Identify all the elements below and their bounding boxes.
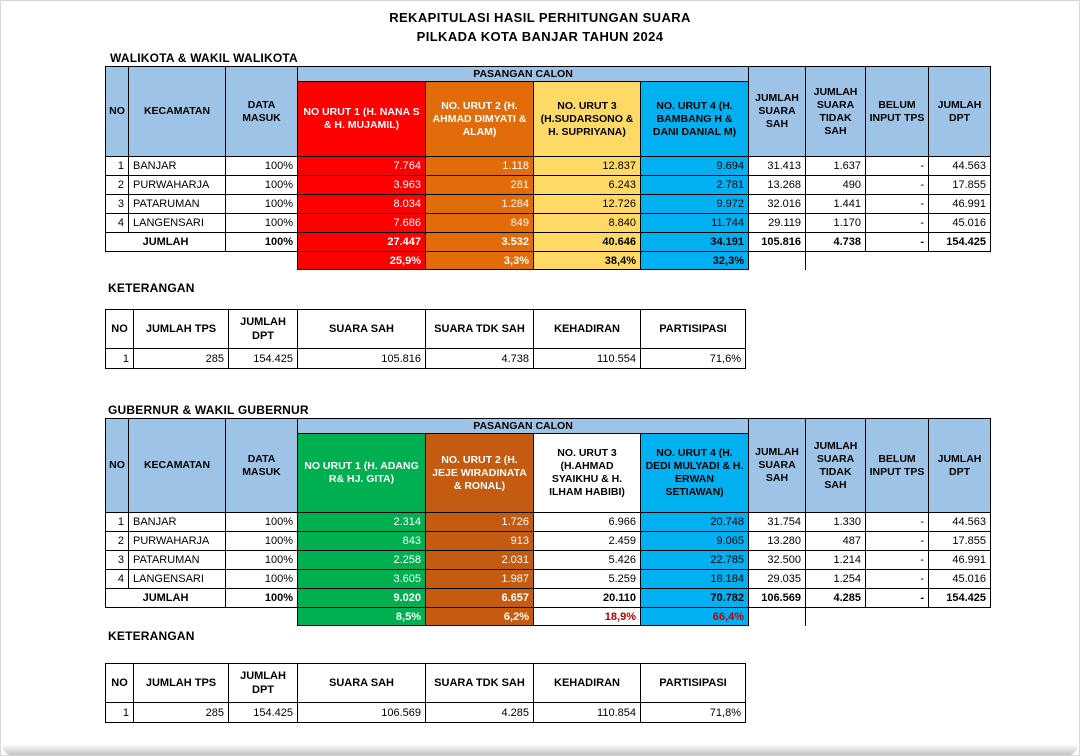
title-line-1: REKAPITULASI HASIL PERHITUNGAN SUARA [389, 10, 691, 25]
total-suara-tidak-sah: 4.738 [806, 233, 866, 252]
cell-candidate-1: 7.764 [298, 157, 426, 176]
cell-no: 1 [106, 513, 129, 532]
ket-no: 1 [106, 703, 134, 723]
cell-candidate-1: 3.605 [298, 570, 426, 589]
total-suara-tidak-sah: 4.285 [806, 589, 866, 608]
ket-suara-sah: 106.569 [298, 703, 426, 723]
cell-data-masuk: 100% [226, 513, 298, 532]
total-candidate-3: 40.646 [534, 233, 641, 252]
ket-jumlah-dpt: 154.425 [229, 349, 298, 369]
cell-no: 4 [106, 214, 129, 233]
ket-header-suara-tdk-sah: SUARA TDK SAH [426, 664, 534, 703]
cell-candidate-2: 1.284 [426, 195, 534, 214]
col-header-jumlah-dpt: JUMLAH DPT [929, 67, 991, 157]
percent-spacer-right [806, 608, 991, 626]
cell-candidate-1: 7.686 [298, 214, 426, 233]
keterangan-table-walikota [105, 309, 746, 369]
cell-candidate-2: 913 [426, 532, 534, 551]
cell-dpt: 17.855 [929, 176, 991, 195]
percent-spacer [106, 608, 298, 626]
cell-candidate-3: 6.243 [534, 176, 641, 195]
percent-candidate-1: 25,9% [298, 252, 426, 270]
cell-no: 2 [106, 532, 129, 551]
ket-kehadiran: 110.554 [534, 349, 641, 369]
ket-header-jumlah-tps: JUMLAH TPS [134, 664, 229, 703]
total-candidate-4: 70.782 [641, 589, 749, 608]
cell-suara-sah: 29.119 [749, 214, 806, 233]
percent-candidate-4: 66,4% [641, 608, 749, 626]
cell-belum-input: - [866, 551, 929, 570]
percent-spacer-right [806, 252, 991, 270]
cell-no: 4 [106, 570, 129, 589]
col-header-no: NO [106, 419, 129, 513]
cell-dpt: 45.016 [929, 570, 991, 589]
cell-data-masuk: 100% [226, 214, 298, 233]
col-header-data-masuk: DATA MASUK [226, 67, 298, 157]
cell-suara-tidak-sah: 1.441 [806, 195, 866, 214]
gubernur-table [105, 418, 991, 626]
ket-partisipasi: 71,6% [641, 349, 746, 369]
cell-candidate-2: 281 [426, 176, 534, 195]
ket-header-jumlah-dpt: JUMLAH DPT [229, 664, 298, 703]
cell-suara-tidak-sah: 1.330 [806, 513, 866, 532]
cell-belum-input: - [866, 513, 929, 532]
total-candidate-2: 6.657 [426, 589, 534, 608]
cell-suara-tidak-sah: 1.170 [806, 214, 866, 233]
candidate-2-header: NO. URUT 2 (H. AHMAD DIMYATI & ALAM) [426, 82, 534, 157]
total-suara-sah: 105.816 [749, 233, 806, 252]
cell-candidate-2: 849 [426, 214, 534, 233]
cell-candidate-3: 12.726 [534, 195, 641, 214]
ket-partisipasi: 71,8% [641, 703, 746, 723]
cell-candidate-4: 11.744 [641, 214, 749, 233]
percent-stub-cell [749, 608, 806, 626]
total-belum-input: - [866, 589, 929, 608]
percent-candidate-3: 38,4% [534, 252, 641, 270]
cell-candidate-1: 8.034 [298, 195, 426, 214]
col-header-jumlah-suara-sah: JUMLAH SUARA SAH [749, 419, 806, 513]
ket-header-kehadiran: KEHADIRAN [534, 310, 641, 349]
candidate-3-header: NO. URUT 3 (H.AHMAD SYAIKHU & H. ILHAM HABIBI) [534, 434, 641, 513]
ket-header-suara-tdk-sah: SUARA TDK SAH [426, 310, 534, 349]
percent-candidate-4: 32,3% [641, 252, 749, 270]
cell-belum-input: - [866, 532, 929, 551]
ket-jumlah-dpt: 154.425 [229, 703, 298, 723]
candidate-4-header: NO. URUT 4 (H. BAMBANG H & DANI DANIAL M) [641, 82, 749, 157]
ket-header-suara-sah: SUARA SAH [298, 664, 426, 703]
cell-no: 2 [106, 176, 129, 195]
cell-dpt: 44.563 [929, 513, 991, 532]
ket-header-suara-sah: SUARA SAH [298, 310, 426, 349]
jumlah-row [106, 589, 991, 608]
cell-suara-sah: 29.035 [749, 570, 806, 589]
total-belum-input: - [866, 233, 929, 252]
col-header-jumlah-suara-tidak-sah: JUMLAH SUARA TIDAK SAH [806, 419, 866, 513]
col-header-data-masuk: DATA MASUK [226, 419, 298, 513]
ket-header-partisipasi: PARTISIPASI [641, 664, 746, 703]
total-data-masuk: 100% [226, 233, 298, 252]
col-header-belum-input-tps: BELUM INPUT TPS [866, 67, 929, 157]
percent-row [106, 252, 991, 270]
cell-candidate-4: 2.781 [641, 176, 749, 195]
percent-candidate-2: 3,3% [426, 252, 534, 270]
total-dpt: 154.425 [929, 589, 991, 608]
cell-suara-sah: 31.413 [749, 157, 806, 176]
table-row [106, 703, 746, 723]
cell-suara-sah: 13.268 [749, 176, 806, 195]
cell-kecamatan: PATARUMAN [129, 195, 226, 214]
cell-candidate-2: 1.118 [426, 157, 534, 176]
section-label-walikota: WALIKOTA & WAKIL WALIKOTA [110, 51, 298, 65]
cell-no: 3 [106, 195, 129, 214]
percent-candidate-2: 6,2% [426, 608, 534, 626]
total-candidate-1: 27.447 [298, 233, 426, 252]
ket-jumlah-tps: 285 [134, 349, 229, 369]
percent-stub-cell [749, 252, 806, 270]
total-candidate-1: 9.020 [298, 589, 426, 608]
cell-candidate-4: 9.694 [641, 157, 749, 176]
cell-candidate-1: 843 [298, 532, 426, 551]
table-row [106, 532, 991, 551]
cell-data-masuk: 100% [226, 176, 298, 195]
cell-no: 3 [106, 551, 129, 570]
candidate-3-header: NO. URUT 3 (H.SUDARSONO & H. SUPRIYANA) [534, 82, 641, 157]
table-row [106, 570, 991, 589]
cell-candidate-1: 2.258 [298, 551, 426, 570]
cell-kecamatan: PURWAHARJA [129, 532, 226, 551]
table-row [106, 176, 991, 195]
percent-row [106, 608, 991, 626]
cell-dpt: 46.991 [929, 195, 991, 214]
candidate-1-header: NO URUT 1 (H. ADANG R& HJ. GITA) [298, 434, 426, 513]
cell-suara-tidak-sah: 1.637 [806, 157, 866, 176]
section-label-keterangan-2: KETERANGAN [108, 629, 195, 643]
cell-belum-input: - [866, 157, 929, 176]
ket-suara-tdk-sah: 4.738 [426, 349, 534, 369]
cell-suara-sah: 31.754 [749, 513, 806, 532]
keterangan-table-gubernur [105, 663, 746, 723]
cell-candidate-1: 3.963 [298, 176, 426, 195]
percent-spacer [106, 252, 298, 270]
cell-candidate-4: 9.972 [641, 195, 749, 214]
candidate-4-header: NO. URUT 4 (H. DEDI MULYADI & H. ERWAN SETIAWAN) [641, 434, 749, 513]
total-candidate-3: 20.110 [534, 589, 641, 608]
cell-suara-sah: 32.500 [749, 551, 806, 570]
total-candidate-4: 34.191 [641, 233, 749, 252]
jumlah-label: JUMLAH [106, 233, 226, 252]
cell-data-masuk: 100% [226, 551, 298, 570]
total-candidate-2: 3.532 [426, 233, 534, 252]
table-row [106, 513, 991, 532]
walikota-table [105, 66, 991, 270]
cell-candidate-3: 2.459 [534, 532, 641, 551]
walikota-rows [106, 157, 991, 233]
col-header-jumlah-suara-tidak-sah: JUMLAH SUARA TIDAK SAH [806, 67, 866, 157]
cell-dpt: 45.016 [929, 214, 991, 233]
cell-suara-sah: 32.016 [749, 195, 806, 214]
table-row [106, 157, 991, 176]
total-suara-sah: 106.569 [749, 589, 806, 608]
cell-candidate-4: 20.748 [641, 513, 749, 532]
cell-kecamatan: BANJAR [129, 513, 226, 532]
ket-header-no: NO [106, 310, 134, 349]
table-row [106, 551, 991, 570]
ket-no: 1 [106, 349, 134, 369]
cell-candidate-3: 8.840 [534, 214, 641, 233]
table-row [106, 214, 991, 233]
cell-kecamatan: BANJAR [129, 157, 226, 176]
cell-dpt: 44.563 [929, 157, 991, 176]
cell-candidate-2: 1.726 [426, 513, 534, 532]
cell-candidate-3: 5.426 [534, 551, 641, 570]
gubernur-rows [106, 513, 991, 589]
cell-belum-input: - [866, 214, 929, 233]
table-row [106, 349, 746, 369]
section-label-gubernur: GUBERNUR & WAKIL GUBERNUR [108, 403, 309, 417]
ket-jumlah-tps: 285 [134, 703, 229, 723]
cell-candidate-3: 12.837 [534, 157, 641, 176]
col-header-kecamatan: KECAMATAN [129, 419, 226, 513]
cell-no: 1 [106, 157, 129, 176]
cell-candidate-2: 1.987 [426, 570, 534, 589]
ket-header-partisipasi: PARTISIPASI [641, 310, 746, 349]
cell-dpt: 46.991 [929, 551, 991, 570]
page-title [0, 8, 1080, 46]
table-row [106, 195, 991, 214]
cell-candidate-4: 22.785 [641, 551, 749, 570]
percent-candidate-3: 18,9% [534, 608, 641, 626]
candidate-1-header: NO URUT 1 (H. NANA S & H. MUJAMIL) [298, 82, 426, 157]
cell-suara-tidak-sah: 490 [806, 176, 866, 195]
photo-bottom-edge [2, 744, 1078, 756]
cell-belum-input: - [866, 570, 929, 589]
total-data-masuk: 100% [226, 589, 298, 608]
ket-header-jumlah-dpt: JUMLAH DPT [229, 310, 298, 349]
cell-data-masuk: 100% [226, 570, 298, 589]
cell-data-masuk: 100% [226, 157, 298, 176]
title-line-2: PILKADA KOTA BANJAR TAHUN 2024 [416, 29, 664, 44]
jumlah-row [106, 233, 991, 252]
ket-header-kehadiran: KEHADIRAN [534, 664, 641, 703]
cell-suara-tidak-sah: 1.214 [806, 551, 866, 570]
cell-candidate-1: 2.314 [298, 513, 426, 532]
ket-header-jumlah-tps: JUMLAH TPS [134, 310, 229, 349]
cell-kecamatan: LANGENSARI [129, 214, 226, 233]
pasangan-calon-header: PASANGAN CALON [298, 419, 749, 434]
cell-candidate-4: 18.184 [641, 570, 749, 589]
percent-candidate-1: 8,5% [298, 608, 426, 626]
pasangan-calon-header: PASANGAN CALON [298, 67, 749, 82]
cell-belum-input: - [866, 195, 929, 214]
col-header-jumlah-dpt: JUMLAH DPT [929, 419, 991, 513]
col-header-jumlah-suara-sah: JUMLAH SUARA SAH [749, 67, 806, 157]
cell-kecamatan: LANGENSARI [129, 570, 226, 589]
cell-suara-tidak-sah: 1.254 [806, 570, 866, 589]
candidate-2-header: NO. URUT 2 (H. JEJE WIRADINATA & RONAL) [426, 434, 534, 513]
col-header-no: NO [106, 67, 129, 157]
cell-belum-input: - [866, 176, 929, 195]
cell-candidate-3: 6.966 [534, 513, 641, 532]
ket-header-no: NO [106, 664, 134, 703]
ket-suara-tdk-sah: 4.285 [426, 703, 534, 723]
cell-dpt: 17.855 [929, 532, 991, 551]
cell-data-masuk: 100% [226, 195, 298, 214]
cell-kecamatan: PATARUMAN [129, 551, 226, 570]
cell-candidate-2: 2.031 [426, 551, 534, 570]
cell-suara-sah: 13.280 [749, 532, 806, 551]
cell-kecamatan: PURWAHARJA [129, 176, 226, 195]
col-header-kecamatan: KECAMATAN [129, 67, 226, 157]
ket-suara-sah: 105.816 [298, 349, 426, 369]
col-header-belum-input-tps: BELUM INPUT TPS [866, 419, 929, 513]
total-dpt: 154.425 [929, 233, 991, 252]
ket-kehadiran: 110.854 [534, 703, 641, 723]
cell-suara-tidak-sah: 487 [806, 532, 866, 551]
cell-candidate-3: 5.259 [534, 570, 641, 589]
section-label-keterangan-1: KETERANGAN [108, 281, 195, 295]
jumlah-label: JUMLAH [106, 589, 226, 608]
cell-candidate-4: 9.065 [641, 532, 749, 551]
cell-data-masuk: 100% [226, 532, 298, 551]
